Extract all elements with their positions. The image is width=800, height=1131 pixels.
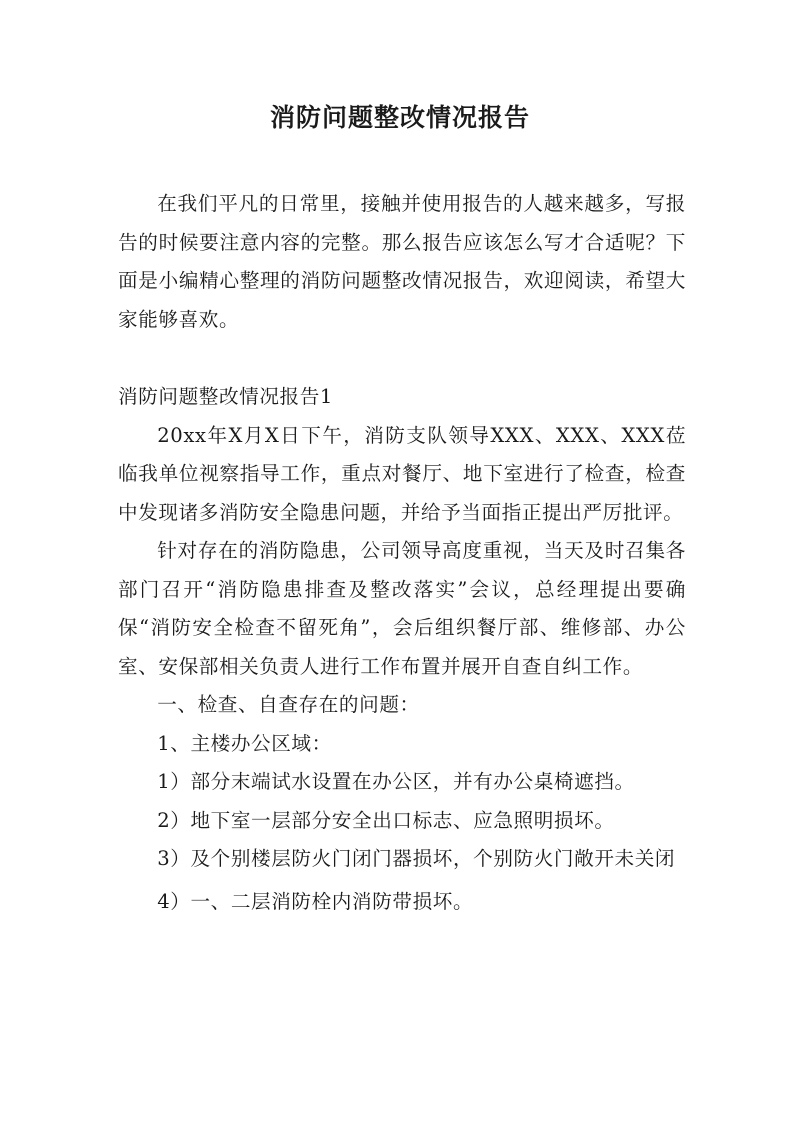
document-body — [118, 185, 686, 921]
list-item: 3）及个别楼层防火门闭门器损坏，个别防火门敞开未关闭 — [157, 847, 676, 870]
subheading-problems: 一、检查、自查存在的问题： — [157, 693, 420, 716]
list-item: 2）地下室一层部分安全出口标志、应急照明损坏。 — [157, 808, 615, 832]
intro-paragraph: 在我们平凡的日常里，接触并使用报告的人越来越多，写报告的时候要注意内容的完整。那么报告应该怎么写才合适呢？下面是小编精心整理的消防问题整改情况报告，欢迎阅读，希望大家能够喜欢。 — [118, 192, 686, 331]
section-heading: 消防问题整改情况报告1 — [118, 385, 334, 408]
subheading-main-building: 1、主楼办公区域： — [157, 731, 332, 755]
body-paragraph: 针对存在的消防隐患，公司领导高度重视，当天及时召集各部门召开“消防隐患排查及整改落实”会议，总经理提出要确保“消防安全检查不留死角”，会后组织餐厅部、维修部、办公室、安保部相关负责人进行工作布置并展开自查自纠工作。 — [118, 539, 686, 678]
body-paragraph: 20xx年X月X日下午，消防支队领导XXX、XXX、XXX莅临我单位视察指导工作，重点对餐厅、地下室进行了检查，检查中发现诸多消防安全隐患问题，并给予当面指正提出严厉批评。 — [118, 423, 686, 524]
list-item: 4）一、二层消防栓内消防带损坏。 — [157, 889, 474, 913]
document-title: 消防问题整改情况报告 — [269, 103, 530, 132]
list-item: 1）部分末端试水设置在办公区，并有办公桌椅遮挡。 — [157, 770, 635, 793]
